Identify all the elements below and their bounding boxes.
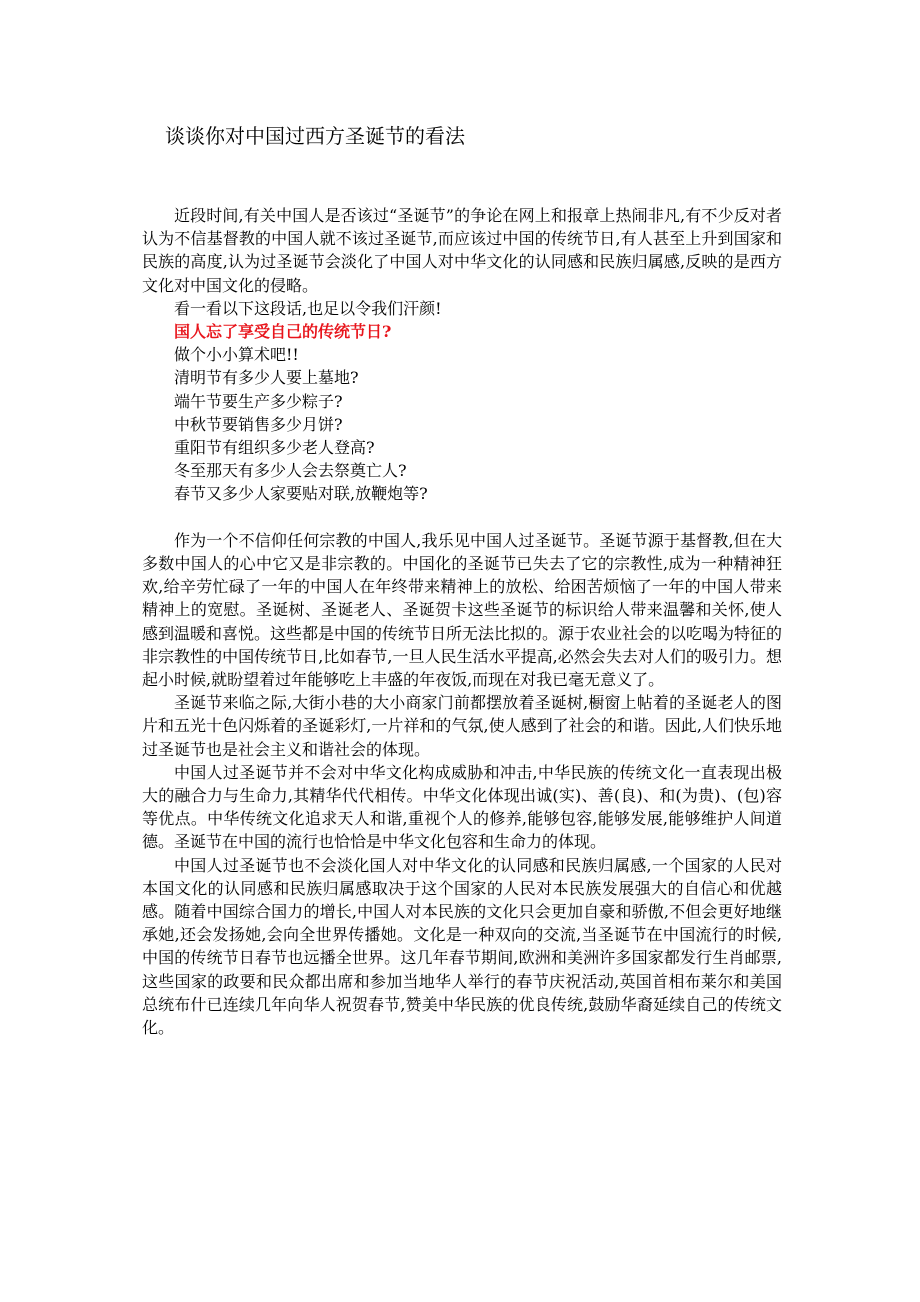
quote-lead-line: 看一看以下这段话,也足以令我们汗颜! <box>174 298 442 318</box>
body-paragraph-4: 中国人过圣诞节也不会淡化国人对中华文化的认同感和民族归属感,一个国家的人民对本国文化的认同感和民族归属感取决于这个国家的人民对本民族发展强大的自信心和优越感。随着中国综合国力的增长,中国人对本民族的文化只会更加自豪和骄傲,不但会更好地继承她,还会发扬她,会向全世界传播她。文化是一种双向的交流,当圣诞节在中国流行的时候,中国的传统节日春节也远播全世界。这几年春节期间,欧洲和美洲许多国家都发行生肖邮票,这些国家的政要和民众都出席和参加当地华人举行的春节庆祝活动,英国首相布莱尔和美国总统布什已连续几年向华人祝贺春节,赞美中华民族的优良传统,鼓励华裔延续自己的传统文化。 <box>142 855 782 1038</box>
body-paragraph-2: 圣诞节来临之际,大街小巷的大小商家门前都摆放着圣诞树,橱窗上帖着的圣诞老人的图片和五光十色闪烁着的圣诞彩灯,一片祥和的气氛,使人感到了社会的和谐。因此,人们快乐地过圣诞节也是社会主义和谐社会的体现。 <box>142 693 782 759</box>
quote-zhongqiu-line: 中秋节要销售多少月饼? <box>174 414 343 434</box>
document-body <box>142 204 782 1039</box>
document-title: 谈谈你对中国过西方圣诞节的看法 <box>165 124 465 148</box>
intro-paragraph: 近段时间,有关中国人是否该过“圣诞节”的争论在网上和报章上热闹非凡,有不少反对者认为不信基督教的中国人就不该过圣诞节,而应该过中国的传统节日,有人甚至上升到国家和民族的高度,认为过圣诞节会淡化了中国人对中华文化的认同感和民族归属感,反映的是西方文化对中国文化的侵略。 <box>142 206 782 295</box>
quote-qingming-line: 清明节有多少人要上墓地? <box>174 368 359 388</box>
quote-calc-line: 做个小小算术吧!! <box>174 345 299 365</box>
quote-chunjie-line: 春节又多少人家要贴对联,放鞭炮等? <box>174 484 428 504</box>
body-paragraph-3: 中国人过圣诞节并不会对中华文化构成威胁和冲击,中华民族的传统文化一直表现出极大的融合力与生命力,其精华代代相传。中华文化体现出诚(实)、善(良)、和(为贵)、(包)容等优点。中华传统文化追求天人和谐,重视个人的修养,能够包容,能够发展,能够维护人间道德。圣诞节在中国的流行也恰恰是中华文化包容和生命力的体现。 <box>142 762 782 852</box>
red-heading-line: 国人忘了享受自己的传统节日? <box>174 322 392 342</box>
quote-dongzhi-line: 冬至那天有多少人会去祭奠亡人? <box>174 461 407 481</box>
quote-chongyang-line: 重阳节有组织多少老人登高? <box>174 438 375 458</box>
blank-line <box>142 506 782 529</box>
quote-duanwu-line: 端午节要生产多少粽子? <box>174 391 343 411</box>
body-paragraph-1: 作为一个不信仰任何宗教的中国人,我乐见中国人过圣诞节。圣诞节源于基督教,但在大多数中国人的心中它又是非宗教的。中国化的圣诞节已失去了它的宗教性,成为一种精神狂欢,给辛劳忙碌了一年的中国人在年终带来精神上的放松、给困苦烦恼了一年的中国人带来精神上的宽慰。圣诞树、圣诞老人、圣诞贺卡这些圣诞节的标识给人带来温馨和关怀,使人感到温暖和喜悦。这些都是中国的传统节日所无法比拟的。源于农业社会的以吃喝为特征的非宗教性的中国传统节日,比如春节,一旦人民生活水平提高,必然会失去对人们的吸引力。想起小时候,就盼望着过年能够吃上丰盛的年夜饭,而现在对我已毫无意义了。 <box>142 530 783 690</box>
